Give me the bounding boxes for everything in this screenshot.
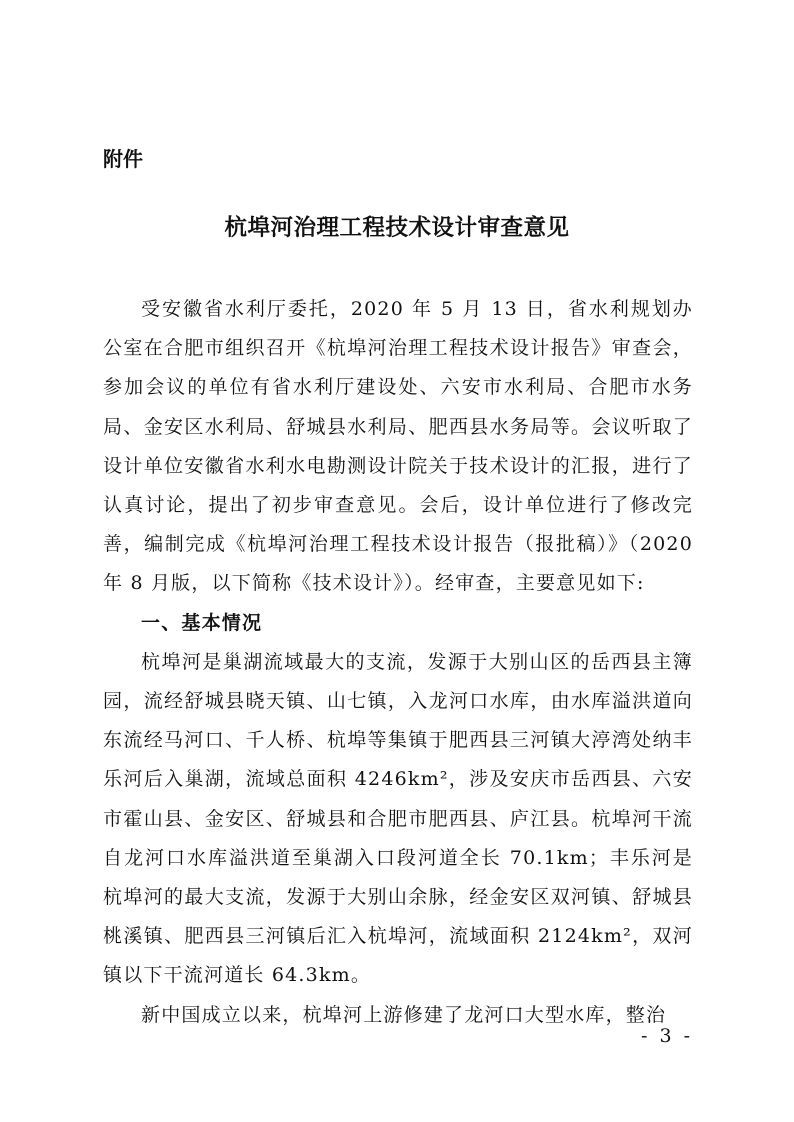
- intro-paragraph: 受安徽省水利厅委托，2020 年 5 月 13 日，省水利规划办公室在合肥市组织召开《杭埠河治理工程技术设计报告》审查会，参加会议的单位有省水利厅建设处、六安市水利局、合肥市水务局、金安区水利局、舒城县水利局、肥西县水务局等。会议听取了设计单位安徽省水利水电勘测设计院关于技术设计的汇报，进行了认真讨论，提出了初步审查意见。会后，设计单位进行了修改完善，编制完成《杭埠河治理工程技术设计报告（报批稿）》（2020 年 8 月版，以下简称《技术设计》）。经审查，主要意见如下:: [103, 298, 693, 595]
- basin-paragraph: 杭埠河是巢湖流域最大的支流，发源于大别山区的岳西县主簿园，流经舒城县晓天镇、山七镇，入龙河口水库，由水库溢洪道向东流经马河口、千人桥、杭埠等集镇于肥西县三河镇大渟湾处纳丰乐河后入巢湖，流域总面积 4246km²，涉及安庆市岳西县、六安市霍山县、金安区、舒城县和合肥市肥西县、庐江县。杭埠河干流自龙河口水库溢洪道至巢湖入口段河道全长 70.1km；丰乐河是杭埠河的最大支流，发源于大别山余脉，经金安区双河镇、舒城县桃溪镇、肥西县三河镇后汇入杭埠河，流域面积 2124km²，双河镇以下干流河道长 64.3km。: [103, 650, 693, 987]
- section-heading: 一、基本情况: [141, 611, 263, 634]
- document-body: [103, 290, 693, 1035]
- history-paragraph: 新中国成立以来，杭埠河上游修建了龙河口大型水库，整治: [141, 1003, 667, 1026]
- page-number: - 3 -: [641, 1025, 694, 1047]
- attachment-label: 附件: [103, 147, 143, 171]
- document-title: 杭埠河治理工程技术设计审查意见: [224, 215, 570, 241]
